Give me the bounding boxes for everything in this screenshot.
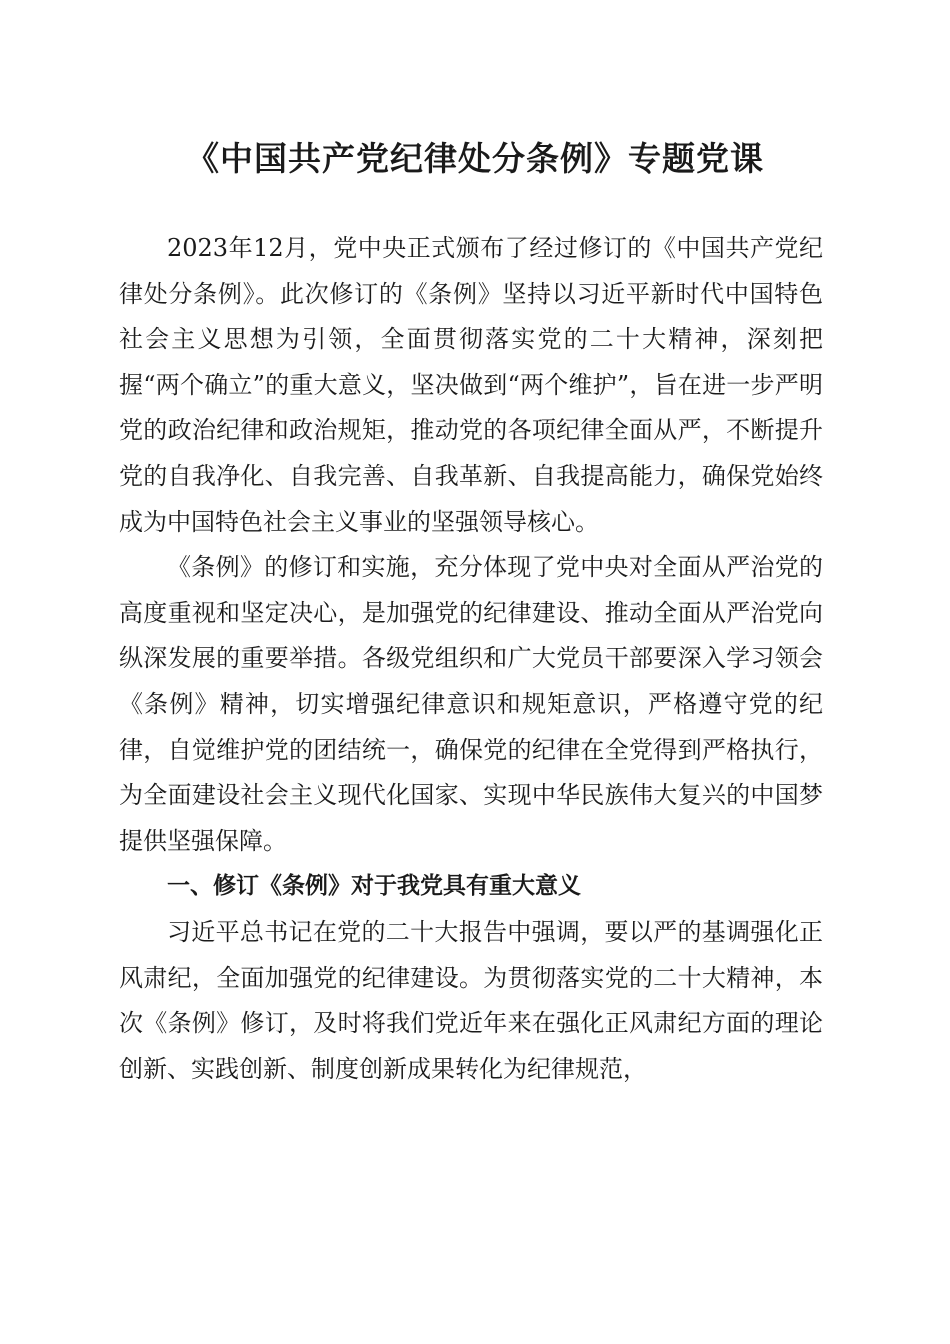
paragraph-significance: 《条例》的修订和实施，充分体现了党中央对全面从严治党的高度重视和坚定决心，是加强党的纪律建设、推动全面从严治党向纵深发展的重要举措。各级党组织和广大党员干部要深入学习领会《条例》精神，切实增强纪律意识和规矩意识，严格遵守党的纪律，自觉维护党的团结统一，确保党的纪律在全党得到严格执行，为全面建设社会主义现代化国家、实现中华民族伟大复兴的中国梦提供坚强保障。 — [119, 553, 823, 855]
document-title: 《中国共产党纪律处分条例》专题党课 — [186, 139, 764, 178]
paragraph-intro: 2023年12月，党中央正式颁布了经过修订的《中国共产党纪律处分条例》。此次修订的《条例》坚持以习近平新时代中国特色社会主义思想为引领，全面贯彻落实党的二十大精神，深刻把握“两个确立”的重大意义，坚决做到“两个维护”，旨在进一步严明党的政治纪律和政治规矩，推动党的各项纪律全面从严，不断提升党的自我净化、自我完善、自我革新、自我提高能力，确保党始终成为中国特色社会主义事业的坚强领导核心。 — [119, 234, 823, 536]
paragraph-section-one: 习近平总书记在党的二十大报告中强调，要以严的基调强化正风肃纪，全面加强党的纪律建设。为贯彻落实党的二十大精神，本次《条例》修订，及时将我们党近年来在强化正风肃纪方面的理论创新、实践创新、制度创新成果转化为纪律规范， — [119, 917, 823, 1083]
section-heading: 一、修订《条例》对于我党具有重大意义 — [167, 873, 581, 900]
document-body — [119, 226, 823, 1092]
